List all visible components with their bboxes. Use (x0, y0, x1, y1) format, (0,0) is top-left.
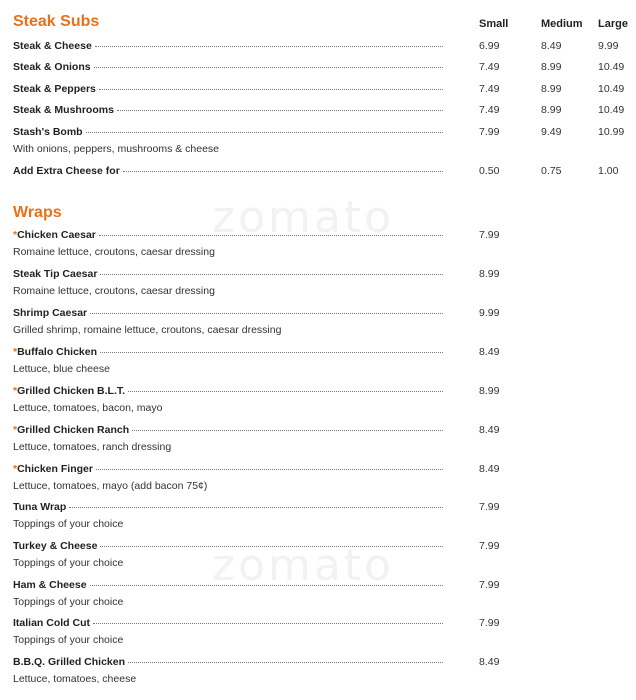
price-large: 10.49 (598, 83, 625, 95)
price-small: 7.49 (479, 104, 500, 116)
menu-item (13, 656, 443, 668)
item-description: Lettuce, tomatoes, ranch dressing (13, 441, 172, 453)
leader-dots (93, 622, 443, 624)
item-name: Grilled Chicken Ranch (17, 424, 130, 436)
menu-item (13, 424, 443, 436)
item-star: * (13, 424, 18, 436)
leader-dots (86, 131, 443, 133)
price-small: 0.50 (479, 165, 500, 177)
leader-dots (99, 88, 443, 90)
item-name: Steak & Mushrooms (13, 104, 114, 116)
item-name: Steak & Cheese (13, 40, 92, 52)
item-star: * (13, 463, 18, 475)
item-description: Toppings of your choice (13, 634, 124, 646)
menu-item (13, 579, 443, 591)
column-header-medium: Medium (541, 18, 583, 30)
price-medium: 9.49 (541, 126, 562, 138)
price-large: 1.00 (598, 165, 619, 177)
item-description: Lettuce, blue cheese (13, 363, 110, 375)
leader-dots (100, 273, 443, 275)
menu-item (13, 307, 443, 319)
menu-item (13, 40, 443, 52)
item-name: B.B.Q. Grilled Chicken (13, 656, 126, 668)
item-name: Ham & Cheese (13, 579, 87, 591)
watermark-bottom: zomato (212, 540, 395, 591)
item-name: Chicken Finger (17, 463, 93, 475)
item-price: 7.99 (479, 540, 500, 552)
price-medium: 8.99 (541, 83, 562, 95)
menu-item (13, 229, 443, 241)
item-name: Steak Tip Caesar (13, 268, 98, 280)
item-name: Steak & Onions (13, 61, 91, 73)
menu-item (13, 463, 443, 475)
leader-dots (117, 109, 443, 111)
item-description: Lettuce, tomatoes, mayo (add bacon 75¢) (13, 480, 208, 492)
section-title-wraps: Wraps (13, 204, 62, 221)
item-description: Toppings of your choice (13, 518, 124, 530)
leader-dots (90, 312, 443, 314)
menu-item (13, 165, 443, 177)
item-description: Romaine lettuce, croutons, caesar dressing (13, 285, 215, 297)
item-star: * (13, 229, 18, 241)
leader-dots (123, 170, 443, 172)
price-large: 10.99 (598, 126, 625, 138)
item-name: Turkey & Cheese (13, 540, 98, 552)
item-price: 8.99 (479, 268, 500, 280)
item-description: Toppings of your choice (13, 557, 124, 569)
leader-dots (94, 66, 443, 68)
menu-item (13, 61, 443, 73)
item-name: Chicken Caesar (17, 229, 96, 241)
item-description: Lettuce, tomatoes, cheese (13, 673, 137, 685)
leader-dots (100, 545, 443, 547)
item-price: 8.49 (479, 424, 500, 436)
item-star: * (13, 385, 18, 397)
leader-dots (95, 45, 443, 47)
item-price: 7.99 (479, 229, 500, 241)
item-price: 9.99 (479, 307, 500, 319)
item-description: Romaine lettuce, croutons, caesar dressing (13, 246, 215, 258)
price-medium: 8.99 (541, 61, 562, 73)
menu-item (13, 346, 443, 358)
leader-dots (128, 390, 443, 392)
price-small: 7.49 (479, 61, 500, 73)
leader-dots (132, 429, 443, 431)
price-large: 9.99 (598, 40, 619, 52)
menu-item (13, 540, 443, 552)
price-medium: 8.99 (541, 104, 562, 116)
item-price: 8.49 (479, 463, 500, 475)
item-price: 8.49 (479, 346, 500, 358)
item-price: 8.99 (479, 385, 500, 397)
item-name: Grilled Chicken B.L.T. (17, 385, 126, 397)
item-name: Stash's Bomb (13, 126, 83, 138)
item-price: 7.99 (479, 579, 500, 591)
price-small: 6.99 (479, 40, 500, 52)
menu-item (13, 126, 443, 138)
leader-dots (90, 584, 443, 586)
item-price: 7.99 (479, 501, 500, 513)
price-large: 10.49 (598, 61, 625, 73)
item-description: Lettuce, tomatoes, bacon, mayo (13, 402, 163, 414)
menu-item (13, 385, 443, 397)
leader-dots (100, 351, 443, 353)
item-name: Add Extra Cheese for (13, 165, 120, 177)
price-small: 7.99 (479, 126, 500, 138)
section-title-steak-subs: Steak Subs (13, 13, 100, 30)
price-medium: 0.75 (541, 165, 562, 177)
item-name: Tuna Wrap (13, 501, 67, 513)
leader-dots (99, 234, 443, 236)
column-header-large: Large (598, 18, 628, 30)
item-star: * (13, 346, 18, 358)
menu-item (13, 501, 443, 513)
menu-item (13, 104, 443, 116)
item-name: Shrimp Caesar (13, 307, 88, 319)
leader-dots (96, 468, 443, 470)
item-price: 7.99 (479, 617, 500, 629)
item-name: Steak & Peppers (13, 83, 96, 95)
price-large: 10.49 (598, 104, 625, 116)
watermark-top: zomato (212, 192, 395, 243)
item-description: Grilled shrimp, romaine lettuce, croutons, caesar dressing (13, 324, 282, 336)
price-small: 7.49 (479, 83, 500, 95)
menu-item (13, 268, 443, 280)
leader-dots (128, 661, 443, 663)
item-description: With onions, peppers, mushrooms & cheese (13, 143, 220, 155)
column-header-small: Small (479, 18, 509, 30)
leader-dots (69, 506, 443, 508)
item-name: Italian Cold Cut (13, 617, 90, 629)
item-description: Toppings of your choice (13, 596, 124, 608)
menu-item (13, 83, 443, 95)
price-medium: 8.49 (541, 40, 562, 52)
item-name: Buffalo Chicken (17, 346, 98, 358)
menu-item (13, 617, 443, 629)
item-price: 8.49 (479, 656, 500, 668)
